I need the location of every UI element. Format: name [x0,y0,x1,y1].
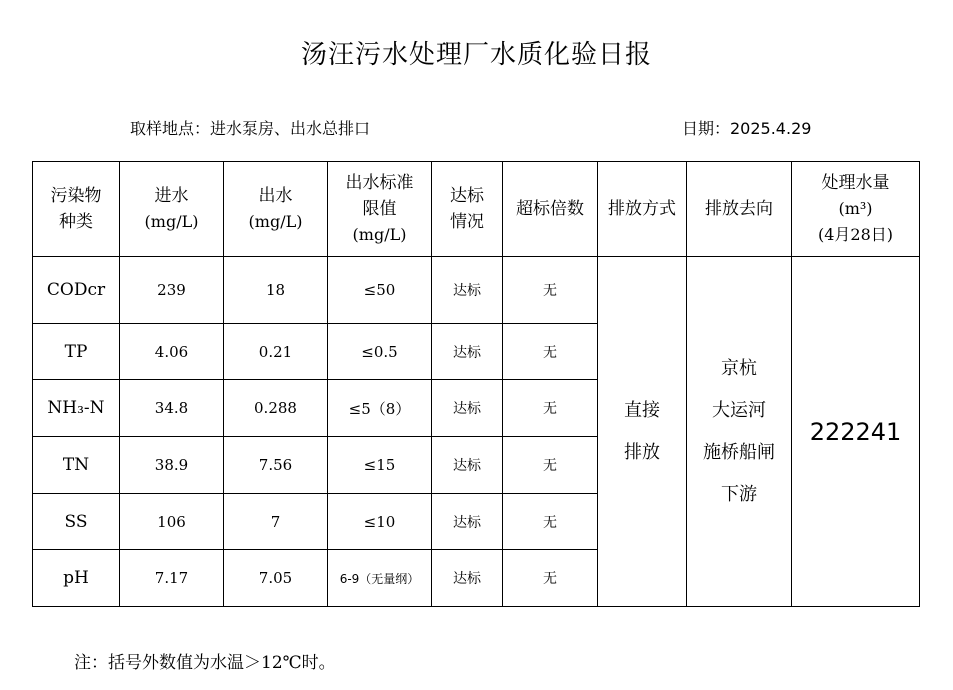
limit-value: ≤10 [328,494,432,550]
report-date: 日期：2025.4.29 [682,119,812,138]
effluent-value: 7 [224,494,328,550]
pollutant-name: SS [33,494,120,550]
exceed-ratio: 无 [503,550,598,607]
effluent-value: 7.05 [224,550,328,607]
influent-value: 34.8 [120,380,224,437]
water-quality-table [32,161,920,607]
sampling-location: 取样地点：进水泵房、出水总排口 [130,119,371,138]
influent-value: 38.9 [120,437,224,494]
exceed-ratio: 无 [503,380,598,437]
discharge-method-cell: 直接 排放 [598,257,687,607]
influent-value: 106 [120,494,224,550]
compliance-status: 达标 [432,380,503,437]
header-compliance: 达标 情况 [432,162,503,257]
report-title: 汤汪污水处理厂水质化验日报 [300,40,652,70]
pollutant-name: TN [33,437,120,494]
header-pollutant: 污染物 种类 [33,162,120,257]
header-discharge-method: 排放方式 [598,162,687,257]
table-row [33,257,920,324]
compliance-status: 达标 [432,494,503,550]
effluent-value: 0.21 [224,324,328,380]
effluent-value: 18 [224,257,328,324]
header-limit: 出水标准 限值 (mg/L) [328,162,432,257]
header-row [33,162,920,257]
influent-value: 4.06 [120,324,224,380]
header-discharge-destination: 排放去向 [687,162,792,257]
influent-value: 7.17 [120,550,224,607]
header-influent: 进水 (mg/L) [120,162,224,257]
effluent-value: 0.288 [224,380,328,437]
limit-value: ≤50 [328,257,432,324]
influent-value: 239 [120,257,224,324]
compliance-status: 达标 [432,324,503,380]
limit-value: ≤15 [328,437,432,494]
limit-value: ≤0.5 [328,324,432,380]
compliance-status: 达标 [432,550,503,607]
discharge-destination-cell: 京杭 大运河 施桥船闸 下游 [687,257,792,607]
pollutant-name: pH [33,550,120,607]
effluent-value: 7.56 [224,437,328,494]
pollutant-name: NH₃-N [33,380,120,437]
header-effluent: 出水 (mg/L) [224,162,328,257]
treated-volume-value: 222241 [792,257,920,607]
exceed-ratio: 无 [503,437,598,494]
limit-value: 6-9（无量纲） [328,550,432,607]
pollutant-name: TP [33,324,120,380]
exceed-ratio: 无 [503,324,598,380]
compliance-status: 达标 [432,257,503,324]
compliance-status: 达标 [432,437,503,494]
exceed-ratio: 无 [503,494,598,550]
pollutant-name: CODcr [33,257,120,324]
header-exceed-ratio: 超标倍数 [503,162,598,257]
exceed-ratio: 无 [503,257,598,324]
header-volume: 处理水量 (m³) (4月28日) [792,162,920,257]
footnote: 注：括号外数值为水温＞12℃时。 [74,653,336,673]
limit-value: ≤5（8） [328,380,432,437]
